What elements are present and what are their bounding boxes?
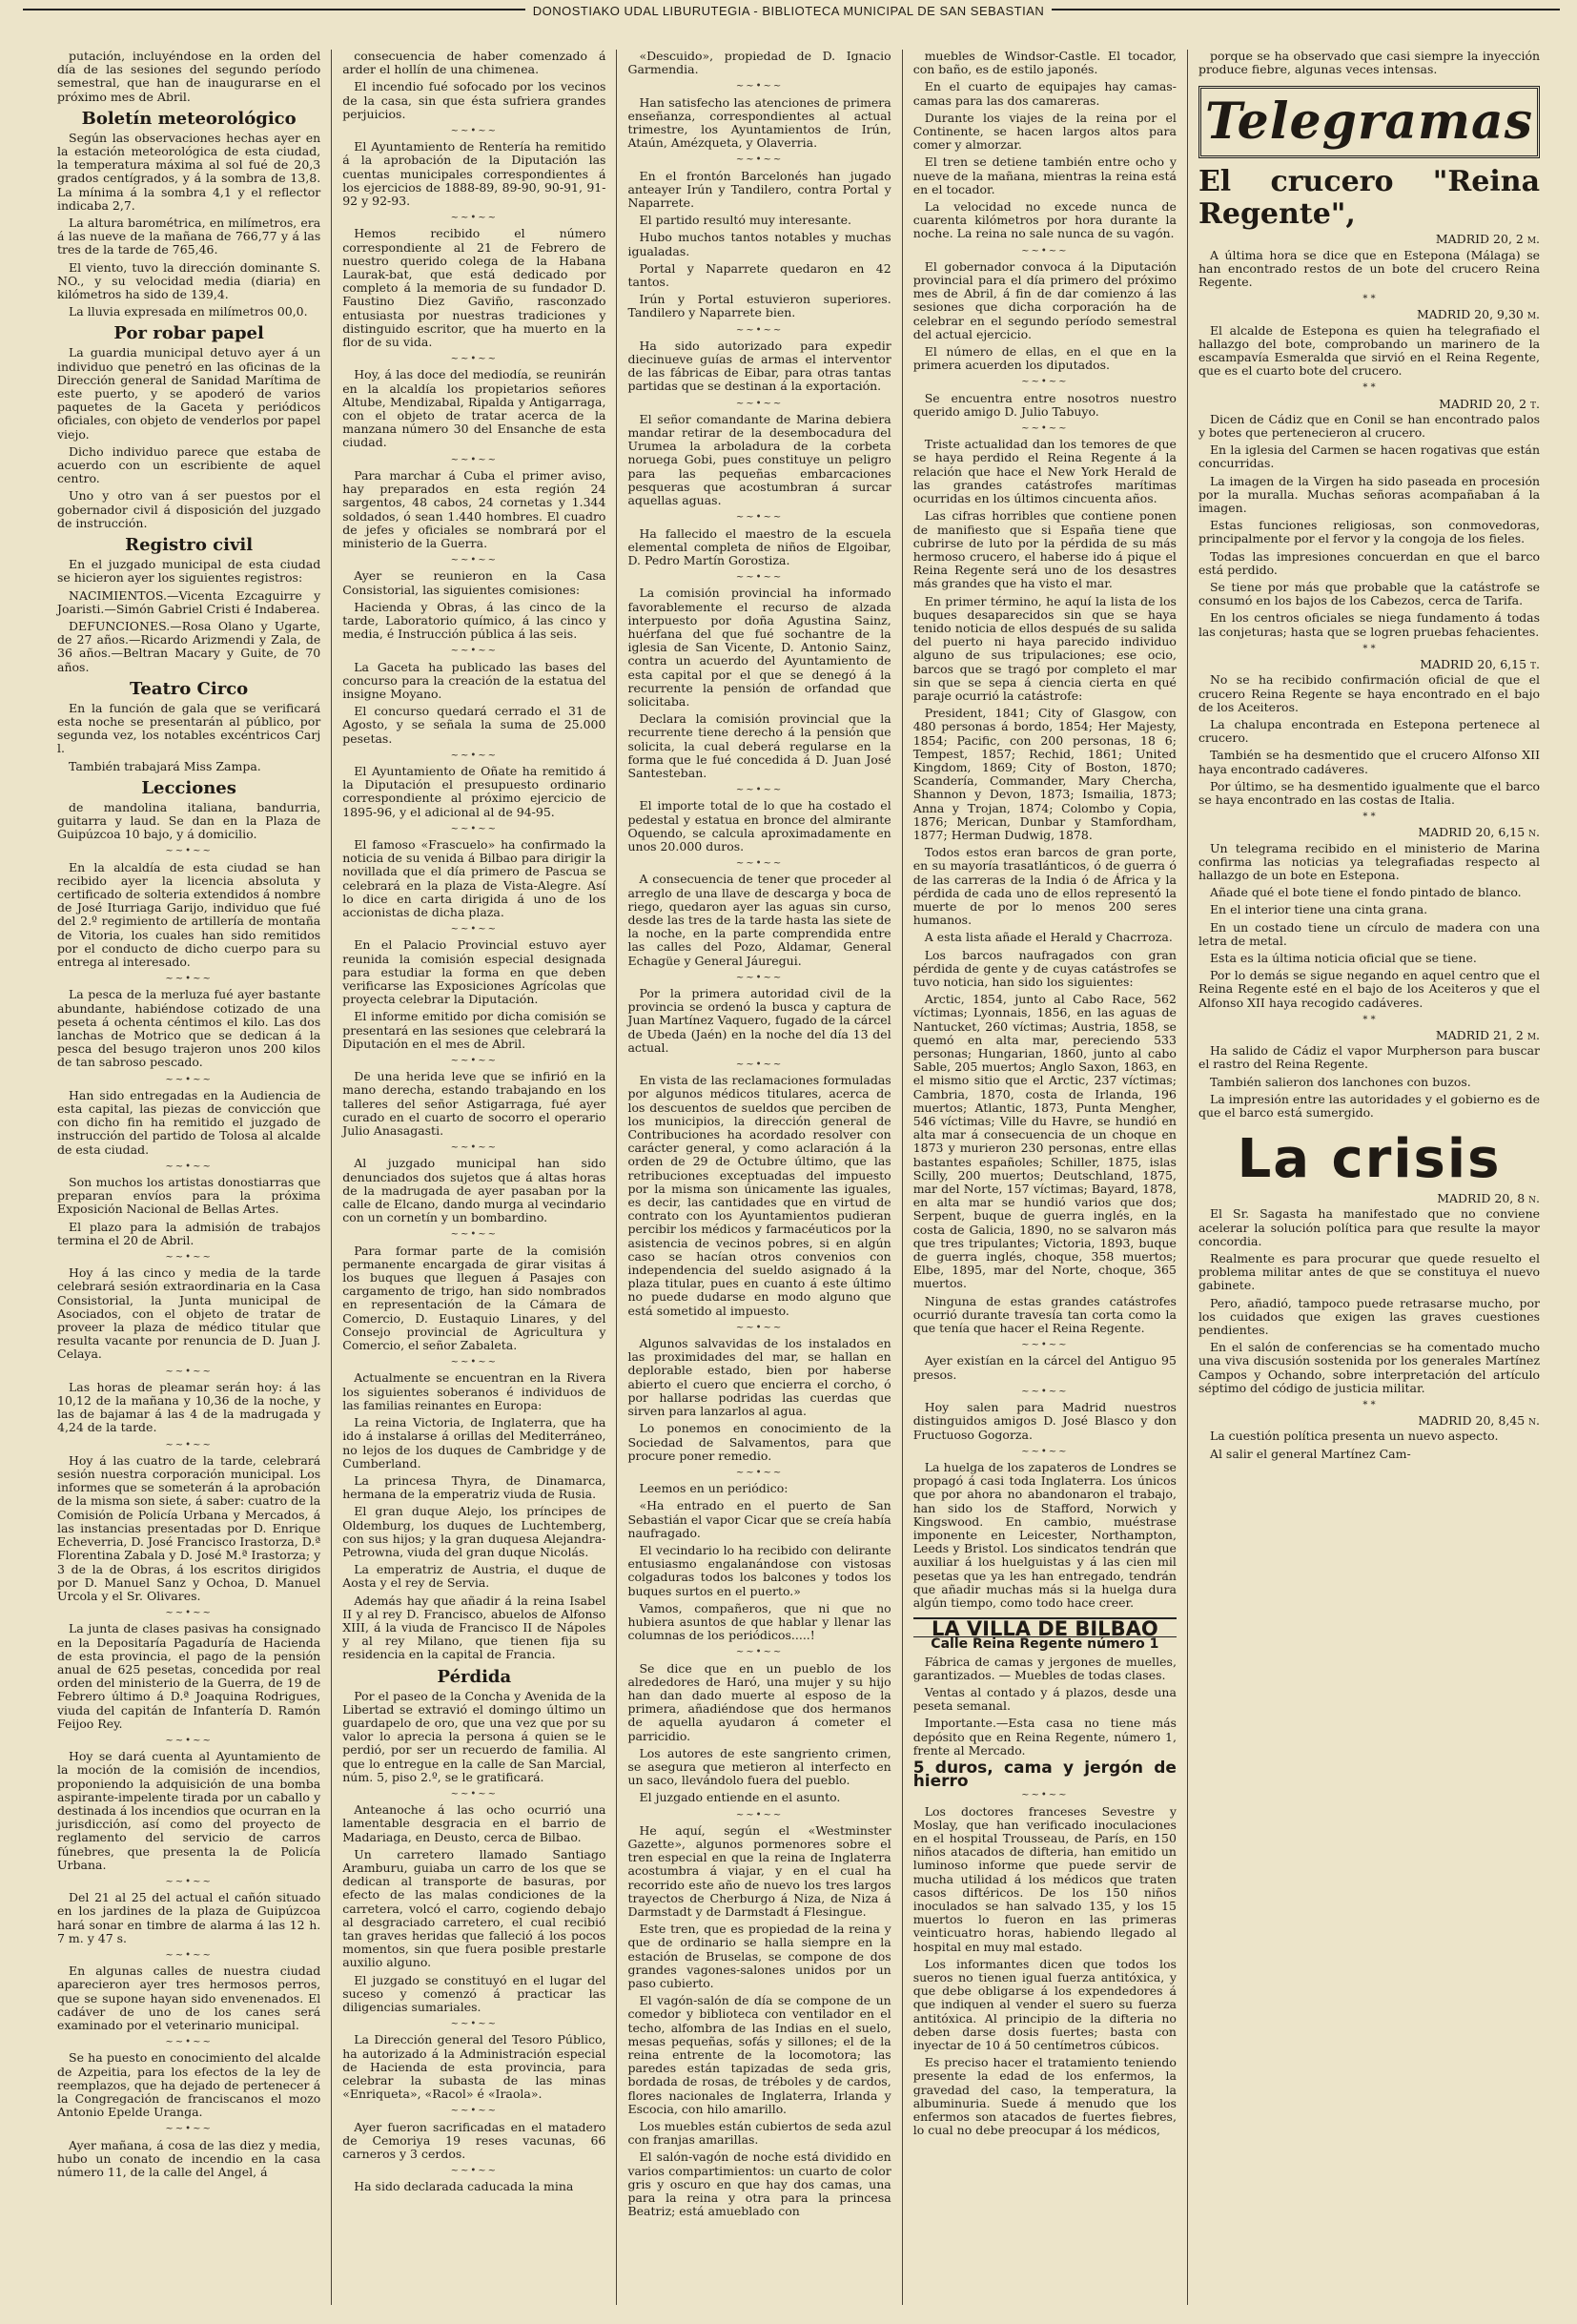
dateline: MADRID 20, 2 t. xyxy=(1439,396,1541,411)
paragraph: No se ha recibido confirmación oficial de que el crucero Reina Regente se haya encontrado en el bajo de los Aceiteros. xyxy=(1198,672,1541,714)
paragraph: Hoy á las cuatro de la tarde, celebrará sesión nuestra corporación municipal. Los informes que se someterán á la aprobación de la misma son siete, á saber: cuatro de la Comisión de Policía Urbana y Mercados, á las instancias presentadas por D. Enrique Echeverria, D. José Francisco Irastorza, D.ª Florentina Zabala y D. José M.ª Irastorza; y 3 de la de Obras, á los escritos dirigidos por D. Manuel Sanz y Ochoa, D. Manuel Urcola y el Sr. Olivares. xyxy=(57,1452,321,1603)
ornament-divider: ~~•~~ xyxy=(1021,245,1069,257)
paragraph: Fábrica de camas y jergones de muelles, garantizados. — Muebles de todas clases. xyxy=(912,1654,1177,1682)
ornament-divider: ~~•~~ xyxy=(450,646,499,657)
ornament-divider: ~~•~~ xyxy=(165,846,213,857)
ornament-divider: ~~•~~ xyxy=(450,1357,499,1368)
paragraph: El famoso «Frascuelo» ha confirmado la noticia de su venida á Bilbao para dirigir la novillada que el día primero de Pascua se celebrará en la plaza de Vista-Alegre. Así lo dice en carta dirigida á uno de los accionistas de dicha plaza. xyxy=(342,836,606,919)
paragraph: La Gaceta ha publicado las bases del concurso para la creación de la estatua del insigne Moyano. xyxy=(342,659,606,701)
paragraph: El plazo para la admisión de trabajos termina el 20 de Abril. xyxy=(57,1219,321,1247)
ornament-divider: ~~•~~ xyxy=(165,1074,213,1085)
paragraph: Esta es la última noticia oficial que se tiene. xyxy=(1209,950,1477,965)
paragraph: En la alcaldía de esta ciudad se han recibido ayer la licencia absoluta y certificado de solteria extendidos á nombre de José Iturriaga Garijo, individuo que fué del 2.º regimiento de artillería de montaña de Vitoria, los cuales han sido remitidos por el conducto de dicho cuerpo para su entrega al interesado. xyxy=(57,859,321,969)
paragraph: En el juzgado municipal de esta ciudad se hicieron ayer los siguientes registros: xyxy=(57,557,321,586)
paragraph: Uno y otro van á ser puestos por el gobernador civil á disposición del juzgado de instrucción. xyxy=(57,488,321,530)
paragraph: Son muchos los artistas donostiarras que preparan envíos para la próxima Exposición Nacional de Bellas Artes. xyxy=(57,1175,321,1217)
paragraph: Los barcos naufragados con gran pérdida de gente y de cuyas catástrofes se tuvo noticia, han sido los siguientes: xyxy=(912,947,1177,989)
paragraph: Hemos recibido el número correspondiente al 21 de Febrero de nuestro querido colega de la Habana Laurak-bat, que está dedicado por completo á la memoria de su fundador D. Faustino Diez Gaviño, rasconzado entusiasta por nuestras tradiciones y distinguido escritor, que ha muerto en la flor de su vida. xyxy=(342,226,606,350)
paragraph: La cuestión política presenta un nuevo aspecto. xyxy=(1209,1429,1499,1444)
star-divider: * * xyxy=(1362,382,1376,394)
paragraph: La impresión entre las autoridades y el gobierno es de que el barco está sumergido. xyxy=(1198,1091,1541,1120)
paragraph: Anteanoche á las ocho ocurrió una lamentable desgracia en el barrio de Madariaga, en Deusto, cerca de Bilbao. xyxy=(342,1802,606,1844)
dateline: MADRID 21, 2 m. xyxy=(1435,1027,1541,1042)
paragraph: Hoy se dará cuenta al Ayuntamiento de la moción de la comisión de incendios, proponiendo la adquisición de una bomba aspirante-impelente tirada por un caballo y destinada á los incendios que ocurran en la jurisdicción, así como del proyecto de reglamento del servicio de carros fúnebres, que presenta la de Policía Urbana. xyxy=(57,1749,321,1872)
paragraph: También salieron dos lanchones con buzos. xyxy=(1209,1074,1471,1089)
ornament-divider: ~~•~~ xyxy=(450,555,499,566)
paragraph: Los informantes dicen que todos los sueros no tienen igual fuerza antitóxica, y que debe obligarse á los expendedores á que indiquen al vender el suero su fuerza antitóxica. Al principio de la difteria no deben darse dosis fuertes; basta con inyectar de 10 á 50 centímetros cúbicos. xyxy=(912,1956,1177,2053)
paragraph: Ha fallecido el maestro de la escuela elemental completa de niños de Elgoibar, D. Pedro Martín Gorostiza. xyxy=(627,525,891,567)
paragraph: Hoy á las cinco y media de la tarde celebrará sesión extraordinaria en la Casa Consistorial, la Junta municipal de Asociados, con el objeto de tratar de proveer la plaza de médico titular que resulta vacante por renuncia de D. Juan J. Celaya. xyxy=(57,1265,321,1362)
ornament-divider: ~~•~~ xyxy=(450,1056,499,1067)
paragraph: La Dirección general del Tesoro Público, ha autorizado á la Administración especial de Hacienda de esta provincia, para celebrar la subasta de las minas «Enriqueta», «Racol» é «Iraola». xyxy=(342,2032,606,2102)
paragraph: President, 1841; City of Glasgow, con 480 personas á bordo, 1854; Her Majesty, 1854; Pacific, con 200 personas, 18 6; Tempest, 1857; Rechid, 1861; United Kingdom, 1869; City of Boston, 1870; Scandería, Commander, Mary Chercha, Shannon y Devon, 1873; Ismailia, 1873; Anna y Trojan, 1874; Colombo y Copia, 1876; Merican, Dunbar y Stamfordham, 1877; Herman Dudwig, 1878. xyxy=(912,706,1177,842)
paragraph: La altura barométrica, en milímetros, era á las nueve de la mañana de 766,77 y á las tres de la tarde de 765,46. xyxy=(57,216,321,257)
paragraph: El número de ellas, en el que en la primera acuerden los diputados. xyxy=(912,344,1177,373)
library-header xyxy=(0,4,1577,18)
ornament-divider: ~~•~~ xyxy=(735,324,784,336)
ornament-divider: ~~•~~ xyxy=(450,2106,499,2117)
paragraph: consecuencia de haber comenzado á arder el hollín de una chimenea. xyxy=(342,49,606,77)
ornament-divider: ~~•~~ xyxy=(165,1439,213,1450)
paragraph: El vagón-salón de día se compone de un comedor y biblioteca con ventilador en el techo, alfombra de las Indias en el suelo, mesas pequeñas, sofás y sillones; el de la reina entrente de la locomotora; las paredes están tapizadas de seda gris, bordada de rosas, de tréboles y de cardos, flores nacionales de Inglaterra, Irlanda y Escocia, con hilo amarillo. xyxy=(627,1993,891,2116)
column-2 xyxy=(331,50,616,2305)
ornament-divider: ~~•~~ xyxy=(450,750,499,761)
paragraph: Arctic, 1854, junto al Cabo Race, 562 víctimas; Lyonnais, 1856, en las aguas de Nantucket, 260 víctimas; Austria, 1858, se quemó en alta mar, pereciendo 533 personas; Hungarian, 1860, junto al cabo Sable, 205 muertos; Anglo Saxon, 1863, en el mismo sitio que el Arctic, 237 víctimas; Cambria, 1870, costa de Irlanda, 196 muertos; Atlantic, 1873, Punta Mengher, 546 víctimas; Ville du Havre, se hundió en alta mar á consecuencia de un choque en 1873 y murieron 230 personas, entre ellas bastantes españoles; Schiller, 1875, islas Scilly, 200 muertos; Deutschland, 1875, mar del Norte, 157 víctimas; Bayard, 1878, en alta mar se hundió varios que dos; Serpent, buque de guerra inglés, en la costa de Galicia, 1890, no se salvaron más que tres tripulantes; Victoria, 1893, buque de guerra inglés, choque, 358 muertos; Elbe, 1895, mar del Norte, choque, 365 muertos. xyxy=(912,992,1177,1291)
paragraph: Este tren, que es propiedad de la reina y que de ordinario se halla siempre en la estación de Bruselas, se compone de dos grandes vagones-salones unidos por un paso cubierto. xyxy=(627,1922,891,1991)
paragraph: Algunos salvavidas de los instalados en las proximidades del mar, se hallan en deplorable estado, bien por haberse abierto el cuero que encierra el corcho, ó por hallarse podridas las cuerdas que sirven para lanzarlos al agua. xyxy=(627,1336,891,1419)
ornament-divider: ~~•~~ xyxy=(165,1735,213,1746)
star-divider: * * xyxy=(1362,1014,1376,1025)
dateline: MADRID 20, 6,15 t. xyxy=(1420,657,1541,672)
ornament-divider: ~~•~~ xyxy=(1021,1446,1069,1457)
ornament-divider: ~~•~~ xyxy=(735,1059,784,1071)
paragraph: La emperatriz de Austria, el duque de Aosta y el rey de Servia. xyxy=(342,1562,606,1591)
paragraph: Actualmente se encuentran en la Rivera los siguientes soberanos é individuos de las familias reinantes en Europa: xyxy=(342,1370,606,1412)
paragraph: Por lo demás se sigue negando en aquel centro que el Reina Regente esté en el bajo de los Aceiteros y que el Alfonso XII haya recogido cadáveres. xyxy=(1198,968,1541,1010)
ornament-divider: ~~•~~ xyxy=(1021,1340,1069,1351)
paragraph: El Sr. Sagasta ha manifestado que no conviene acelerar la solución política para que resulte la mayor concordia. xyxy=(1198,1206,1541,1248)
ornament-divider: ~~•~~ xyxy=(735,81,784,93)
paragraph: Los autores de este sangriento crimen, se asegura que metieron al interfecto en un saco, llevándolo fuera del pueblo. xyxy=(627,1745,891,1788)
paragraph: También se ha desmentido que el crucero Alfonso XII haya encontrado cadáveres. xyxy=(1198,748,1541,776)
library-header-text: DONOSTIAKO UDAL LIBURUTEGIA - BIBLIOTECA MUNICIPAL DE SAN SEBASTIAN xyxy=(525,4,1053,18)
ornament-divider: ~~•~~ xyxy=(165,2124,213,2135)
ornament-divider: ~~•~~ xyxy=(450,213,499,224)
ornament-divider: ~~•~~ xyxy=(1021,423,1069,435)
paragraph: La imagen de la Virgen ha sido paseada en procesión por la muralla. Muchas señoras acompañaban á la imagen. xyxy=(1198,473,1541,516)
ornament-divider: ~~•~~ xyxy=(735,1809,784,1820)
section-heading: Por robar papel xyxy=(113,323,264,344)
paragraph: Se ha puesto en conocimiento del alcalde de Azpeitia, para los efectos de la ley de reemplazos, que ha dejado de pertenecer á la Congregación de franciscanos el mozo Antonio Epelde Uranga. xyxy=(57,2050,321,2120)
ornament-divider: ~~•~~ xyxy=(450,2166,499,2177)
paragraph: muebles de Windsor-Castle. El tocador, con baño, es de estilo japonés. xyxy=(912,49,1177,77)
paragraph: La princesa Thyra, de Dinamarca, hermana de la emperatriz viuda de Rusia. xyxy=(342,1472,606,1502)
paragraph: En vista de las reclamaciones formuladas por algunos médicos titulares, acerca de los descuentos de sueldos que perciben de los municipios, la dirección general de Contribuciones ha acordado resolver con carácter general, y como aclaración á la orden de 29 de Octubre último, que las retribuciones exceptuadas del impuesto por la misma son únicamente las iguales, es decir, las cantidades que en virtud de contrato con los Ayuntamientos pudieran percibir los médicos y farmacéuticos por la asistencia de vecinos pobres, si en algún caso se hacían otros convenios con independencia del sueldo asignado á la plaza titular, pues en cuanto á este último no puede dudarse en modo alguno que está sometido al impuesto. xyxy=(627,1073,891,1318)
paragraph: Al juzgado municipal han sido denunciados dos sujetos que á altas horas de la madrugada de ayer pasaban por la calle de Elcano, dando murga al vecindario con un cornetín y un bombardino. xyxy=(342,1156,606,1225)
paragraph: En los centros oficiales se niega fundamento á todas las conjeturas; hasta que se logren pruebas fehacientes. xyxy=(1198,610,1541,639)
paragraph: En el interior tiene una cinta grana. xyxy=(1209,902,1428,917)
ornament-divider: ~~•~~ xyxy=(735,1467,784,1478)
paragraph: En el Palacio Provincial estuvo ayer reunida la comisión especial designada para estudiar la forma en que deben verificarse las Exposiciones Agrícolas que proyecta celebrar la Diputación. xyxy=(342,937,606,1007)
paragraph: El tren se detiene también entre ocho y nueve de la mañana, mientras la reina está en el tocador. xyxy=(912,154,1177,196)
ornament-divider: ~~•~~ xyxy=(450,1229,499,1241)
ornament-divider: ~~•~~ xyxy=(735,858,784,870)
columns xyxy=(57,50,1550,2305)
star-divider: * * xyxy=(1362,643,1376,654)
advert-title: LA VILLA DE BILBAO xyxy=(913,1617,1177,1637)
paragraph: «Ha entrado en el puerto de San Sebastián el vapor Cicar que se creía había naufragado. xyxy=(627,1498,891,1540)
paragraph: Según las observaciones hechas ayer en la estación meteorológica de esta ciudad, la temperatura máxima al sol fué de 20,3 grados centígrados, y á la sombra de 13,8. La mínima á la sombra 4,1 y el reflector indicaba 2,7. xyxy=(57,130,321,213)
paragraph: Al salir el general Martínez Cam- xyxy=(1209,1446,1411,1461)
ornament-divider: ~~•~~ xyxy=(1021,1386,1069,1397)
paragraph: porque se ha observado que casi siempre la inyección produce fiebre, algunas veces intensas. xyxy=(1198,49,1541,77)
paragraph: Durante los viajes de la reina por el Continente, se hacen largos altos para comer y almorzar. xyxy=(912,110,1177,153)
paragraph: La lluvia expresada en milímetros 00,0. xyxy=(69,304,308,319)
paragraph: He aquí, según el «Westminster Gazette», algunos pormenores sobre el tren especial en que la reina de Inglaterra acostumbra á viajar, y en el cual ha recorrido este año de nuevo los tres largos trayectos de Cherburgo á Niza, de Niza á Darmstadt y de Darmstadt á Flesingue. xyxy=(627,1822,891,1919)
ornament-divider: ~~•~~ xyxy=(735,972,784,983)
ornament-divider: ~~•~~ xyxy=(1021,377,1069,388)
paragraph: En el frontón Barcelonés han jugado anteayer Irún y Tandilero, contra Portal y Naparrete. xyxy=(627,168,891,211)
ornament-divider: ~~•~~ xyxy=(165,2037,213,2048)
paragraph: Ayer mañana, á cosa de las diez y media, hubo un conato de incendio en la casa número 11, de la calle del Angel, á xyxy=(57,2137,321,2180)
paragraph: Hubo muchos tantos notables y muchas igualadas. xyxy=(627,230,891,258)
paragraph: Por la primera autoridad civil de la provincia se ordenó la busca y captura de Juan Martínez Vaquero, fugado de la cárcel de Ubeda (Jaén) en la noche del día 13 del actual. xyxy=(627,986,891,1055)
paragraph: La huelga de los zapateros de Londres se propagó á casi toda Inglaterra. Los únicos que por ahora no abandonaron el trabajo, han sido los de Stafford, Norwich y Kingswood. En cambio, muéstrase imponente en Leicester, Northampton, Leeds y Bristol. Los sindicatos tendrán que auxiliar á los huelguistas y á las cien mil pesetas que ya les han entregado, tendrán que añadir muchas más si la huelga dura algún tiempo, como todo hace creer. xyxy=(912,1459,1177,1610)
paragraph: Las cifras horribles que contiene ponen de manifiesto que si España tiene que cubrirse de luto por la pérdida de su más hermoso crucero, el haberse ido á pique el Reina Regente será uno de los desastres más grandes que ha visto el mar. xyxy=(912,508,1177,591)
paragraph: Triste actualidad dan los temores de que se haya perdido el Reina Regente á la relación que hace el New York Herald de las grandes catástrofes marítimas ocurridas en los últimos cincuenta años. xyxy=(912,437,1177,506)
dateline: MADRID 20, 6,15 n. xyxy=(1418,825,1541,840)
ornament-divider: ~~•~~ xyxy=(735,1322,784,1333)
ornament-divider: ~~•~~ xyxy=(165,1608,213,1619)
paragraph: En la función de gala que se verificará esta noche se presentarán al público, por segunda vez, los notables excéntricos Carj l. xyxy=(57,700,321,756)
paragraph: El gran duque Alejo, los príncipes de Oldemburg, los duques de Luchtemberg, con sus hijos; y la gran duquesa Alejandra-Petrowna, viuda del gran duque Nicolás. xyxy=(342,1504,606,1559)
paragraph: Además hay que añadir á la reina Isabel II y al rey D. Francisco, abuelos de Alfonso XIII, á la viuda de Francisco II de Nápoles y al rey Milano, que tienen fija su residencia en la capital de Francia. xyxy=(342,1593,606,1662)
paragraph: Dicen de Cádiz que en Conil se han encontrado palos y botes que pertenecieron al crucero. xyxy=(1198,411,1541,441)
paragraph: Ha sido autorizado para expedir diecinueve guías de armas el interventor de las fábricas de Eibar, para otras tantas partidas que se destinan á la exportación. xyxy=(627,338,891,394)
paragraph: Declara la comisión provincial que la recurrente tiene derecho á la pensión que solicita, la cual deberá regularse en la forma que le fué concedida á D. Juan José Santesteban. xyxy=(627,711,891,780)
ornament-divider: ~~•~~ xyxy=(450,454,499,465)
star-divider: * * xyxy=(1362,812,1376,823)
ornament-divider: ~~•~~ xyxy=(165,1252,213,1264)
ornament-divider: ~~•~~ xyxy=(450,823,499,834)
paragraph: Portal y Naparrete quedaron en 42 tantos. xyxy=(627,260,891,290)
paragraph: La pesca de la merluza fué ayer bastante abundante, habiéndose cotizado de una peseta á ochenta céntimos el kilo. Las dos lanchas de Motrico que se dedican á la pesca del besugo trajeron unos 200 kilos de tan sabroso pescado. xyxy=(57,987,321,1070)
paragraph: Ayer se reunieron en la Casa Consistorial, las siguientes comisiones: xyxy=(342,568,606,597)
section-heading: Teatro Circo xyxy=(130,678,249,699)
paragraph: Realmente es para procurar que quede resuelto el problema militar antes de que se constituya el nuevo gabinete. xyxy=(1198,1251,1541,1293)
ornament-divider: ~~•~~ xyxy=(450,354,499,365)
paragraph: El importe total de lo que ha costado el pedestal y estatua en bronce del almirante Oquendo, se calcula aproximadamente en unos 20.000 duros. xyxy=(627,798,891,854)
paragraph: En algunas calles de nuestra ciudad aparecieron ayer tres hermosos perros, que se supone hayan sido envenenados. El cadáver de uno de los canes será examinado por el veterinario municipal. xyxy=(57,1964,321,2032)
star-divider: * * xyxy=(1362,1400,1376,1411)
paragraph: Para marchar á Cuba el primer aviso, hay preparados en esta región 24 sargentos, 48 cabos, 24 cornetas y 1.344 soldados, ó sean 1.440 hombres. El cuadro de jefes y oficiales se nombrará por el ministerio de la Guerra. xyxy=(342,467,606,550)
paragraph: De una herida leve que se infirió en la mano derecha, estando trabajando en los talleres del señor Astigarraga, fué ayer curado en el cuarto de socorro el operario Julio Anasagasti. xyxy=(342,1069,606,1139)
advert-price-line: 5 duros, cama y jergón de hierro xyxy=(912,1758,1177,1792)
paragraph: Ayer existían en la cárcel del Antiguo 95 presos. xyxy=(912,1353,1177,1382)
paragraph: NACIMIENTOS.—Vicenta Ezcaguirre y Joaristi.—Simón Gabriel Cristi é Indaberea. xyxy=(57,587,321,616)
paragraph: También trabajará Miss Zampa. xyxy=(69,758,261,773)
paragraph: La reina Victoria, de Inglaterra, que ha ido á instalarse á orillas del Mediterráneo, no lejos de los duques de Cambridge y de Cumberland. xyxy=(342,1415,606,1470)
paragraph: Es preciso hacer el tratamiento teniendo presente la edad de los enfermos, la gravedad del caso, la temperatura, la albuminuria. Suede á menudo que los enfermos son atacados de fuertes fiebres, lo cual no debe preocupar á los médicos, xyxy=(912,2055,1177,2138)
paragraph: La comisión provincial ha informado favorablemente el recurso de alzada interpuesto por doña Agustina Sainz, huérfana del que fué sochantre de la iglesia de San Vicente, D. Antonio Sainz, contra un acuerdo del Ayuntamiento de esta capital por el que se denegó á la recurrente la pensión de orfandad que solicitaba. xyxy=(627,586,891,709)
paragraph: Se encuentra entre nosotros nuestro querido amigo D. Julio Tabuyo. xyxy=(912,390,1177,419)
paragraph: Leemos en un periódico: xyxy=(639,1481,788,1496)
paragraph: Ninguna de estas grandes catástrofes ocurrió durante travesía tan corta como la que tenía que hacer el Reina Regente. xyxy=(912,1293,1177,1336)
paragraph: Para formar parte de la comisión permanente encargada de girar visitas á los buques que lleguen á Pasajes con cargamento de trigo, han sido nombrados en representación de la Cámara de Comercio, D. Eustaquio Linares, y del Consejo provincial de Agricultura y Comercio, el señor Zabaleta. xyxy=(342,1243,606,1353)
ornament-divider: ~~•~~ xyxy=(450,924,499,936)
ornament-divider: ~~•~~ xyxy=(450,1788,499,1800)
paragraph: Dicho individuo parece que estaba de acuerdo con un escribiente de aquel centro. xyxy=(57,443,321,486)
ornament-divider: ~~•~~ xyxy=(1021,1790,1069,1801)
telegramas-masthead: Telegramas xyxy=(1198,86,1540,158)
paragraph: Irún y Portal estuvieron superiores. Tandilero y Naparrete bien. xyxy=(627,292,891,320)
ornament-divider: ~~•~~ xyxy=(165,974,213,985)
paragraph: Ha salido de Cádiz el vapor Murpherson para buscar el rastro del Reina Regente. xyxy=(1198,1043,1541,1072)
paragraph: El vecindario lo ha recibido con delirante entusiasmo engalanándose con vistosas colgaduras todos los balcones y todos los buques surtos en el puerto.» xyxy=(627,1542,891,1598)
paragraph: Hoy salen para Madrid nuestros distinguidos amigos D. José Blasco y don Fructuoso Gogorza. xyxy=(912,1400,1177,1442)
ornament-divider: ~~•~~ xyxy=(450,126,499,137)
crisis-headline: La crisis xyxy=(1237,1128,1502,1191)
paragraph: El gobernador convoca á la Diputación provincial para el día primero del próximo mes de Abril, á fin de dar comienzo á las sesiones que dicha corporación ha de celebrar en el segundo período semestral del actual ejercicio. xyxy=(912,258,1177,341)
paragraph: La junta de clases pasivas ha consignado en la Depositaría Pagaduría de Hacienda de esta provincia, el pago de la pensión anual de 625 pesetas, concedida por real orden del ministerio de la Guerra, de 19 de Febrero último á D.ª Joaquina Rodrigues, viuda del capitán de Infantería D. Ramón Feijoo Rey. xyxy=(57,1621,321,1731)
paragraph: La velocidad no excede nunca de cuarenta kilómetros por hora durante la noche. La reina no sale nunca de su vagón. xyxy=(912,199,1177,241)
paragraph: Estas funciones religiosas, son conmovedoras, principalmente por el fervor y la congoja de los fieles. xyxy=(1198,518,1541,546)
paragraph: Por último, se ha desmentido igualmente que el barco se haya encontrado en las costas de Italia. xyxy=(1198,778,1541,807)
paragraph: La chalupa encontrada en Estepona pertenece al crucero. xyxy=(1198,716,1541,746)
paragraph: Se dice que en un pueblo de los alrededores de Haró, una mujer y su hijo han dan dado muerte al esposo de la primera, añadiéndose que dos hermanos de aquella ayudaron á cometer el parricidio. xyxy=(627,1660,891,1743)
paragraph: A consecuencia de tener que proceder al arreglo de una llave de descarga y boca de riego, quedaron ayer las aguas sin curso, desde las tres de la tarde hasta las siete de la noche, en la parte comprendida entre las calles del Pozo, Aldamar, General Echagüe y General Jáuregui. xyxy=(627,872,891,968)
paragraph: El viento, tuvo la dirección dominante S. NO., y su velocidad media (diaria) en kilómetros ha sido de 139,4. xyxy=(57,259,321,302)
column-4 xyxy=(902,50,1187,2305)
paragraph: Los doctores franceses Sevestre y Moslay, que han verificado inoculaciones en el hospital Trousseau, de París, en 150 niños atacados de difteria, han emitido un luminoso informe que puede servir de mucha utilidad á los médicos que traten casos diftéricos. De los 150 niños inoculados se han salvado 135, y los 15 muertos lo fueron en las primeras veinticuatro horas, habiendo llegado al hospital en muy mal estado. xyxy=(912,1803,1177,1954)
paragraph: de mandolina italiana, bandurria, guitarra y laud. Se dan en la Plaza de Guipúzcoa 10 bajo, y á domicilio. xyxy=(57,799,321,842)
paragraph: putación, incluyéndose en la orden del día de las sesiones del segundo período semestral, que han de inaugurarse en el próximo mes de Abril. xyxy=(57,49,321,104)
paragraph: «Descuido», propiedad de D. Ignacio Garmendia. xyxy=(627,49,891,77)
paragraph: Pero, añadió, tampoco puede retrasarse mucho, por los cuidados que exigen las graves cuestiones pendientes. xyxy=(1198,1295,1541,1338)
column-5 xyxy=(1187,50,1550,2305)
paragraph: El juzgado entiende en el asunto. xyxy=(639,1790,841,1805)
paragraph: Ha sido declarada caducada la mina xyxy=(354,2179,574,2194)
dateline: MADRID 20, 2 m. xyxy=(1435,232,1541,247)
paragraph: En un costado tiene un círculo de madera con una letra de metal. xyxy=(1198,919,1541,948)
paragraph: El señor comandante de Marina debiera mandar retirar de la desembocadura del Urumea la arboladura de la corbeta noruega Gobi, pues constituye un peligro para las pequeñas embarcaciones pesqueras que acostumbran á surcar aquellas aguas. xyxy=(627,411,891,508)
paragraph: Por el paseo de la Concha y Avenida de la Libertad se extravió el domingo último un guardapelo de oro, que una vez que por su valor lo aprecia la persona á quien se le perdió, por ser un recuerdo de familia. Al que lo entregue en la calle de San Marcial, núm. 5, piso 2.º, se le gratificará. xyxy=(342,1688,606,1784)
paragraph: El juzgado se constituyó en el lugar del suceso y comenzó á practicar las diligencias sumariales. xyxy=(342,1972,606,2015)
advert-subtitle: Calle Reina Regente número 1 xyxy=(931,1636,1159,1653)
ornament-divider: ~~•~~ xyxy=(735,1647,784,1658)
ornament-divider: ~~•~~ xyxy=(165,1161,213,1172)
ornament-divider: ~~•~~ xyxy=(735,398,784,409)
paragraph: En la iglesia del Carmen se hacen rogativas que están concurridas. xyxy=(1198,442,1541,471)
ornament-divider: ~~•~~ xyxy=(735,154,784,166)
star-divider: * * xyxy=(1362,294,1376,305)
ornament-divider: ~~•~~ xyxy=(735,785,784,796)
paragraph: Vamos, compañeros, que ni que no hubiera asuntos de que hablar y llenar las columnas de los periódicos.....! xyxy=(627,1600,891,1643)
column-1 xyxy=(57,50,331,2305)
paragraph: En el cuarto de equipajes hay camas-camas para las dos camareras. xyxy=(912,79,1177,108)
ornament-divider: ~~•~~ xyxy=(165,1366,213,1377)
ornament-divider: ~~•~~ xyxy=(165,1949,213,1961)
paragraph: El Ayuntamiento de Oñate ha remitido á la Diputación el presupuesto ordinario correspondiente al próximo ejercicio de 1895-96, y el adicional al de 94-95. xyxy=(342,763,606,819)
paragraph: El alcalde de Estepona es quien ha telegrafiado el hallazgo del bote, comprobando un marinero de la escampavía Esmeralda que sirvió en el Reina Regente, que es el cuarto bote del crucero. xyxy=(1198,322,1541,379)
dateline: MADRID 20, 8,45 n. xyxy=(1418,1413,1541,1429)
paragraph: Las horas de pleamar serán hoy: á las 10,12 de la mañana y 10,36 de la noche, y las de bajamar á las 4 de la madrugada y 4,24 de la tarde. xyxy=(57,1379,321,1435)
dateline: MADRID 20, 9,30 m. xyxy=(1416,307,1541,322)
paragraph: El concurso quedará cerrado el 31 de Agosto, y se señala la suma de 25.000 pesetas. xyxy=(342,704,606,746)
paragraph: Lo ponemos en conocimiento de la Sociedad de Salvamentos, para que procure poner remedio. xyxy=(627,1421,891,1463)
dateline: MADRID 20, 8 n. xyxy=(1437,1191,1541,1206)
paragraph: Ayer fueron sacrificadas en el matadero de Cemoriya 19 reses vacunas, 66 carneros y 3 cerdos. xyxy=(342,2119,606,2162)
ornament-divider: ~~•~~ xyxy=(165,1876,213,1887)
paragraph: El incendio fué sofocado por los vecinos de la casa, sin que ésta sufriera grandes perjuicios. xyxy=(342,79,606,121)
paragraph: Los muebles están cubiertos de seda azul con franjas amarillas. xyxy=(627,2119,891,2148)
ornament-divider: ~~•~~ xyxy=(735,512,784,524)
paragraph: DEFUNCIONES.—Rosa Olano y Ugarte, de 27 años.—Ricardo Arizmendi y Zala, de 36 años.—Beltran Macary y Guite, de 70 años. xyxy=(57,618,321,674)
paragraph: Han satisfecho las atenciones de primera enseñanza, correspondientes al actual trimestre, los Ayuntamientos de Irún, Ataún, Amézqueta, y Olaverria. xyxy=(627,94,891,151)
crucero-headline: El crucero "Reina Regente", xyxy=(1198,165,1541,232)
paragraph: Ventas al contado y á plazos, desde una peseta semanal. xyxy=(912,1684,1177,1714)
section-heading: Pérdida xyxy=(437,1666,512,1687)
section-heading: Boletín meteorológico xyxy=(81,108,297,129)
section-heading: Lecciones xyxy=(141,777,236,798)
paragraph: En el salón de conferencias se ha comentado mucho una viva discusión sostenida por los generales Martínez Campos y Ochando, sobre interpretación del artículo séptimo del código de justicia militar. xyxy=(1198,1340,1541,1395)
paragraph: A última hora se dice que en Estepona (Málaga) se han encontrado restos de un bote del crucero Reina Regente. xyxy=(1198,247,1541,290)
paragraph: En primer término, he aquí la lista de los buques desaparecidos sin que se haya tenido noticia de ellos después de su salida del puerto ni haya parecido individuo alguno de sus tripulaciones; ese ocio, barcos que se tragó por completo el mar sin que se sepa á ciencia cierta en qué paraje ocurrió la catástrofe: xyxy=(912,593,1177,703)
paragraph: A esta lista añade el Herald y Chacrroza. xyxy=(924,930,1173,945)
paragraph: Importante.—Esta casa no tiene más depósito que en Reina Regente, número 1, frente al Mercado. xyxy=(912,1716,1177,1758)
paragraph: Todas las impresiones concuerdan en que el barco está perdido. xyxy=(1198,548,1541,577)
column-3 xyxy=(616,50,901,2305)
paragraph: El partido resultó muy interesante. xyxy=(639,213,851,228)
paragraph: El salón-vagón de noche está dividido en varios compartimientos: un cuarto de color gris y oscuro en que hay dos camas, una para la reina y otra para la princesa Beatriz; está amueblado con xyxy=(627,2149,891,2219)
paragraph: Han sido entregadas en la Audiencia de esta capital, las piezas de convicción que con dicho fin ha remitido el juzgado de instrucción del partido de Tolosa al alcalde de esta ciudad. xyxy=(57,1087,321,1157)
paragraph: Añade qué el bote tiene el fondo pintado de blanco. xyxy=(1209,885,1522,900)
paragraph: Se tiene por más que probable que la catástrofe se consumó en los bajos de los Cabezos, cerca de Tarifa. xyxy=(1198,580,1541,608)
paragraph: El informe emitido por dicha comisión se presentará en las sesiones que celebrará la Diputación en el mes de Abril. xyxy=(342,1009,606,1051)
ornament-divider: ~~•~~ xyxy=(450,2019,499,2030)
paragraph: Todos estos eran barcos de gran porte, en su mayoría trasatlánticos, ó de guerra ó de las carreras de la India ó de África y la pérdida de cada uno de ellos representó la muerte de por lo menos 200 seres humanos. xyxy=(912,845,1177,928)
paragraph: Un carretero llamado Santiago Aramburu, guiaba un carro de los que se dedican al transporte de basuras, por efecto de las malas condiciones de la carretera, volcó el carro, cogiendo debajo al desgraciado carretero, el cual recibió tan graves heridas que falleció á los pocos momentos, sin que fuera posible prestarle auxilio alguno. xyxy=(342,1846,606,1970)
paragraph: Hoy, á las doce del mediodía, se reunirán en la alcaldía los propietarios señores Altube, Mendizabal, Ripalda y Antigarraga, con el objeto de tratar acerca de la manzana número 30 del Ensanche de esta ciudad. xyxy=(342,367,606,450)
paragraph: Del 21 al 25 del actual el cañón situado en los jardines de la plaza de Guipúzcoa hará sonar en timbre de alarma á las 12 h. 7 m. y 47 s. xyxy=(57,1890,321,1945)
section-heading: Registro civil xyxy=(125,535,254,556)
paragraph: Un telegrama recibido en el ministerio de Marina confirma las noticias ya telegrafiadas respecto al hallazgo de un bote en Estepona. xyxy=(1198,840,1541,882)
ornament-divider: ~~•~~ xyxy=(450,1142,499,1154)
paragraph: La guardia municipal detuvo ayer á un individuo que penetró en las oficinas de la Dirección general de Sanidad Marítima de este puerto, y se apoderó de varios paquetes de la Gaceta y periódicos oficiales, con objeto de venderlos por papel viejo. xyxy=(57,345,321,442)
paragraph: Hacienda y Obras, á las cinco de la tarde, Laboratorio químico, á las cinco y media, é Instrucción pública á las seis. xyxy=(342,599,606,642)
paragraph: El Ayuntamiento de Rentería ha remitido á la aprobación de la Diputación las cuentas municipales correspondientes á los ejercicios de 1888-89, 89-90, 90-91, 91-92 y 92-93. xyxy=(342,139,606,209)
ornament-divider: ~~•~~ xyxy=(735,572,784,584)
